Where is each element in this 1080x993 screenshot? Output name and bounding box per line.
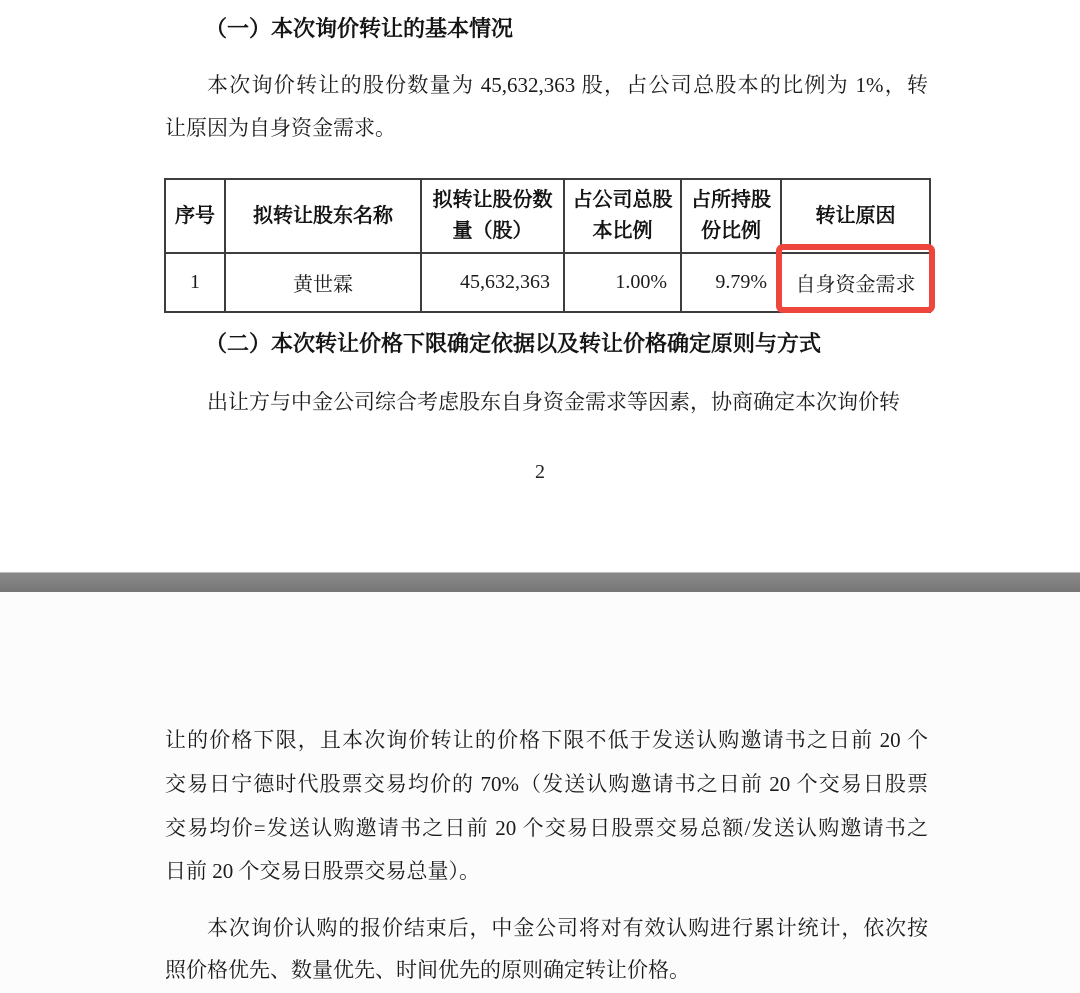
table-row xyxy=(165,253,930,312)
header-pct-total: 占公司总股本比例 xyxy=(564,179,681,253)
paragraph-line: 本次询价转让的股份数量为 45,632,363 股，占公司总股本的比例为 1%，转 xyxy=(207,73,928,97)
page-divider-bar xyxy=(0,572,1080,593)
header-seq: 序号 xyxy=(165,179,225,253)
section1-heading: （一）本次询价转让的基本情况 xyxy=(205,16,514,41)
header-pct-held: 占所持股份比例 xyxy=(681,179,781,253)
reason-cell: 自身资金需求 xyxy=(781,253,930,312)
table-header-row xyxy=(165,179,930,253)
pct-held-cell: 9.79% xyxy=(681,253,781,312)
paragraph-line: 让的价格下限，且本次询价转让的价格下限不低于发送认购邀请书之日前 20 个 xyxy=(165,728,928,752)
seq-cell: 1 xyxy=(165,253,225,312)
paragraph-line: 交易均价=发送认购邀请书之日前 20 个交易日股票交易总额/发送认购邀请书之 xyxy=(165,816,928,840)
pct-total-cell: 1.00% xyxy=(564,253,681,312)
paragraph-line: 照价格优先、数量优先、时间优先的原则确定转让价格。 xyxy=(165,958,690,982)
paragraph-line: 让原因为自身资金需求。 xyxy=(165,116,396,140)
shares-cell: 45,632,363 xyxy=(421,253,564,312)
header-shares: 拟转让股份数量（股） xyxy=(421,179,564,253)
section2-heading: （二）本次转让价格下限确定依据以及转让价格确定原则与方式 xyxy=(205,331,822,356)
paragraph-line: 出让方与中金公司综合考虑股东自身资金需求等因素，协商确定本次询价转 xyxy=(207,390,900,414)
paragraph-line: 日前 20 个交易日股票交易总量）。 xyxy=(165,859,480,883)
paragraph-line: 本次询价认购的报价结束后，中金公司将对有效认购进行累计统计，依次按 xyxy=(207,916,928,940)
header-shareholder: 拟转让股东名称 xyxy=(225,179,421,253)
header-reason: 转让原因 xyxy=(781,179,930,253)
page-number: 2 xyxy=(535,461,545,483)
shareholder-name-cell: 黄世霖 xyxy=(225,253,421,312)
paragraph-line: 交易日宁德时代股票交易均价的 70%（发送认购邀请书之日前 20 个交易日股票 xyxy=(165,772,928,796)
transfer-table xyxy=(164,178,931,313)
